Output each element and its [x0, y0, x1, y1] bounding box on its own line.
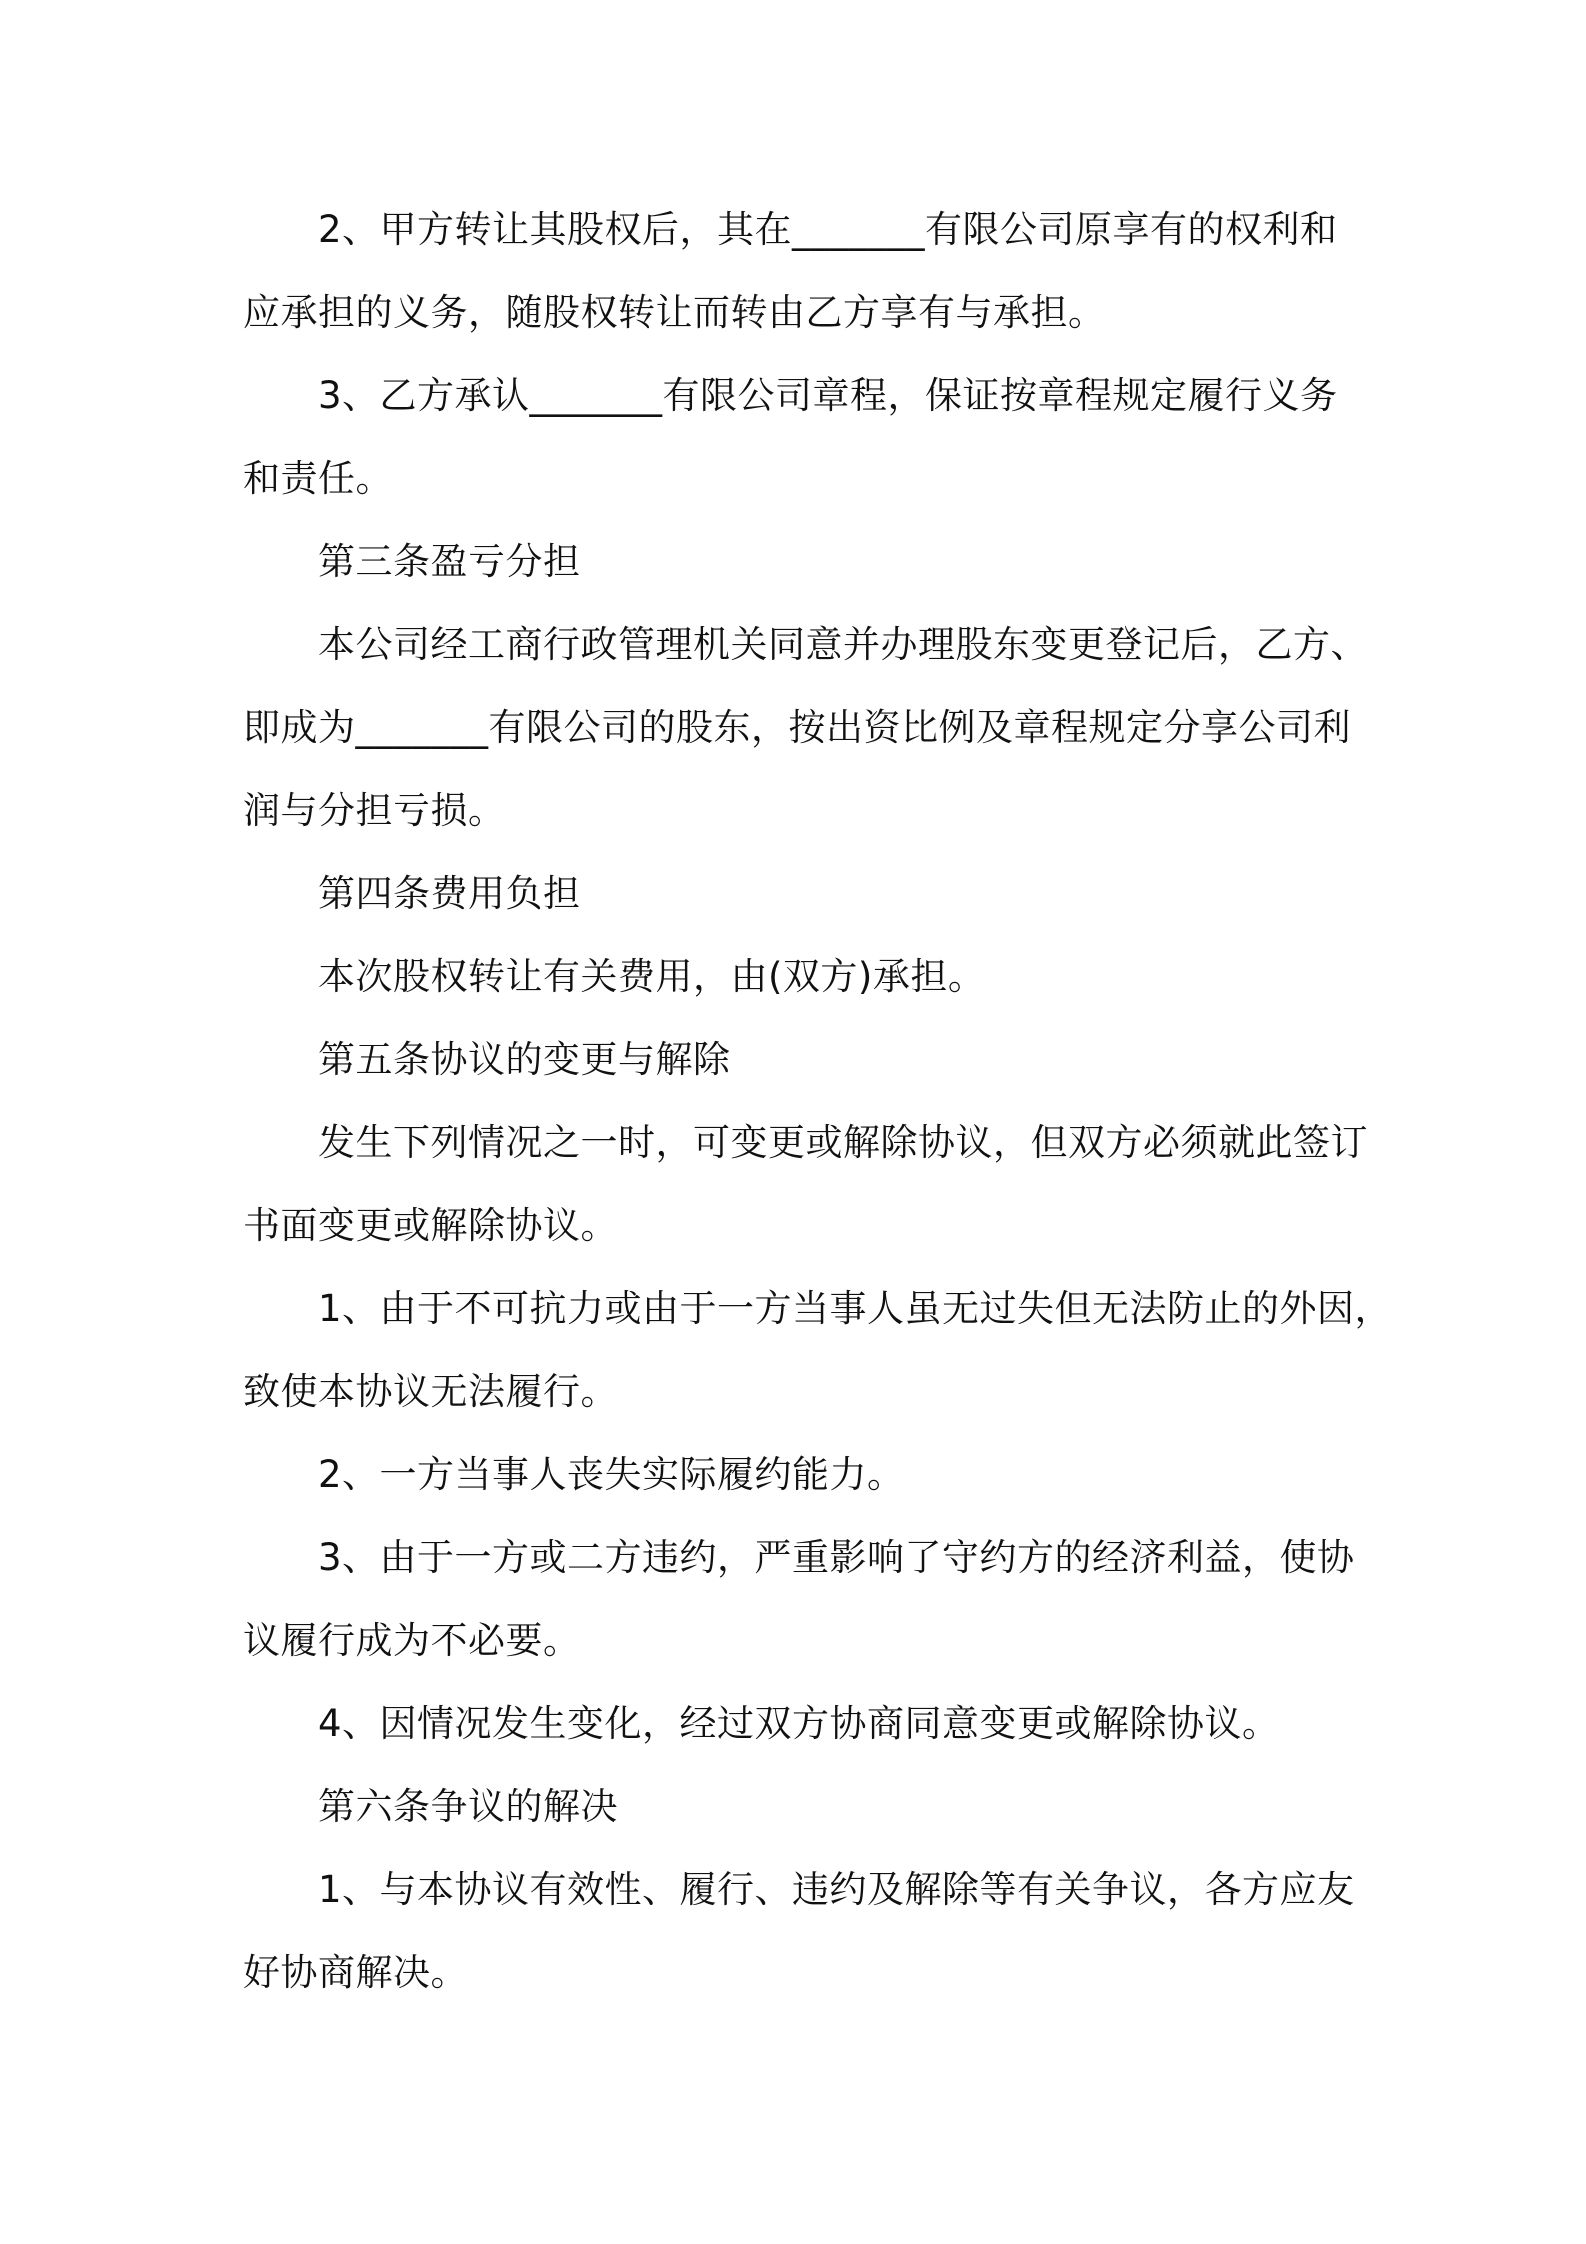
article-5-intro-line-2: 书面变更或解除协议。: [243, 1204, 618, 1247]
article-4-heading: 第四条费用负担: [318, 872, 581, 915]
article-3-body-line-3: 润与分担亏损。: [243, 789, 506, 832]
clause-3-line-1: 3、乙方承认_______有限公司章程，保证按章程规定履行义务: [318, 374, 1338, 417]
article-3-body-line-1: 本公司经工商行政管理机关同意并办理股东变更登记后，乙方、: [318, 623, 1368, 666]
article-4-body: 本次股权转让有关费用，由(双方)承担。: [318, 955, 986, 998]
clause-3-line-2: 和责任。: [243, 457, 393, 500]
article-6-item-1-line-2: 好协商解决。: [243, 1951, 468, 1994]
article-5-item-2: 2、一方当事人丧失实际履约能力。: [318, 1453, 905, 1496]
article-3-heading: 第三条盈亏分担: [318, 540, 581, 583]
article-5-intro-line-1: 发生下列情况之一时，可变更或解除协议，但双方必须就此签订: [318, 1121, 1368, 1164]
article-5-heading: 第五条协议的变更与解除: [318, 1038, 731, 1081]
article-5-item-4: 4、因情况发生变化，经过双方协商同意变更或解除协议。: [318, 1702, 1280, 1745]
article-6-item-1-line-1: 1、与本协议有效性、履行、违约及解除等有关争议，各方应友: [318, 1868, 1355, 1911]
clause-2-line-2: 应承担的义务，随股权转让而转由乙方享有与承担。: [243, 291, 1106, 334]
article-5-item-1-line-2: 致使本协议无法履行。: [243, 1370, 618, 1413]
article-5-item-3-line-1: 3、由于一方或二方违约，严重影响了守约方的经济利益，使协: [318, 1536, 1355, 1579]
article-5-item-1-line-1: 1、由于不可抗力或由于一方当事人虽无过失但无法防止的外因，: [318, 1287, 1393, 1330]
article-6-heading: 第六条争议的解决: [318, 1785, 618, 1828]
clause-2-line-1: 2、甲方转让其股权后，其在_______有限公司原享有的权利和: [318, 208, 1338, 251]
article-3-body-line-2: 即成为_______有限公司的股东，按出资比例及章程规定分享公司利: [243, 706, 1351, 749]
article-5-item-3-line-2: 议履行成为不必要。: [243, 1619, 581, 1662]
